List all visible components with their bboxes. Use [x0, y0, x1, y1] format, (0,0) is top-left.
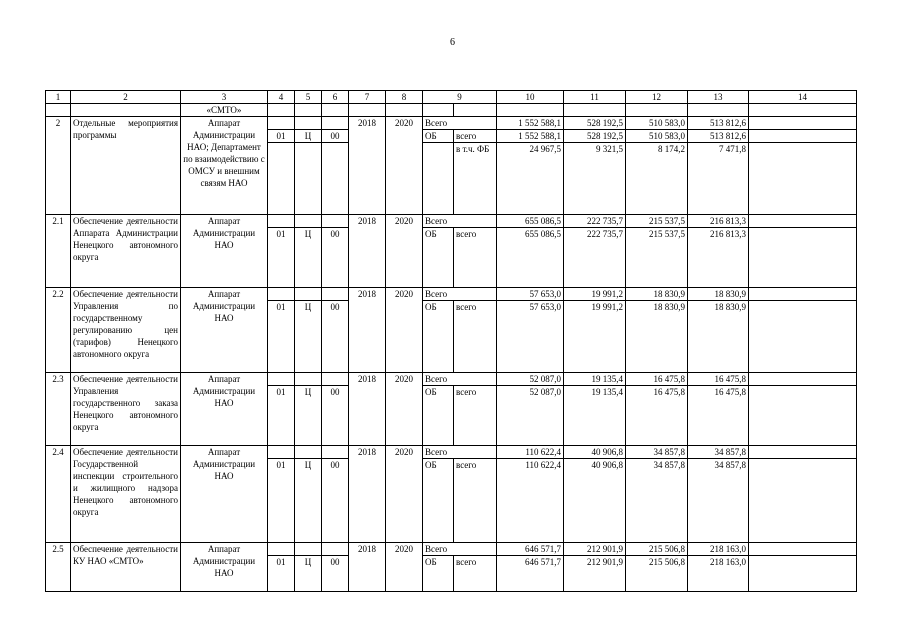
end-year: 2020 [386, 543, 423, 592]
funding-source: Всего [423, 288, 497, 301]
notes-cell [749, 130, 857, 143]
funding-source: ОБ [423, 130, 454, 143]
executor-cell: Аппарат Администрации НАО [181, 373, 268, 446]
year-value-2019: 215 506,8 [626, 556, 688, 592]
total-value: 52 087,0 [497, 373, 564, 386]
year-value-2020: 216 813,3 [688, 215, 749, 228]
year-value-2018: 528 192,5 [564, 130, 626, 143]
code-cell [268, 143, 295, 215]
code-cell: Ц [295, 228, 322, 288]
year-value-2020: 34 857,8 [688, 446, 749, 459]
header-cell: 8 [386, 91, 423, 104]
page-number: 6 [450, 37, 455, 48]
row-number: 2.3 [46, 373, 71, 446]
measure-name: Отдельные мероприятия программы [71, 117, 181, 215]
start-year: 2018 [349, 117, 386, 215]
year-value-2018: 19 991,2 [564, 288, 626, 301]
header-cell: 4 [268, 91, 295, 104]
funding-source: Всего [423, 117, 497, 130]
year-value-2018: 19 991,2 [564, 301, 626, 373]
measure-name: Обеспечение деятельности КУ НАО «СМТО» [71, 543, 181, 592]
code-cell [322, 215, 349, 228]
funding-sub: всего [454, 459, 497, 543]
code-cell [295, 373, 322, 386]
year-value-2019: 16 475,8 [626, 373, 688, 386]
notes-cell [749, 301, 857, 373]
funding-source: ОБ [423, 386, 454, 446]
end-year: 2020 [386, 117, 423, 215]
header-cell: 10 [497, 91, 564, 104]
header-cell: 11 [564, 91, 626, 104]
code-cell: 00 [322, 386, 349, 446]
code-cell [322, 446, 349, 459]
year-value-2019: 215 506,8 [626, 543, 688, 556]
funding-source: Всего [423, 446, 497, 459]
notes-cell [749, 117, 857, 130]
year-value-2020: 7 471,8 [688, 143, 749, 215]
total-value: 1 552 588,1 [497, 117, 564, 130]
code-cell [295, 215, 322, 228]
funding-source: Всего [423, 543, 497, 556]
table-row [46, 373, 857, 386]
year-value-2018: 528 192,5 [564, 117, 626, 130]
year-value-2018: 222 735,7 [564, 228, 626, 288]
year-value-2018: 40 906,8 [564, 446, 626, 459]
notes-cell [749, 556, 857, 592]
end-year: 2020 [386, 288, 423, 373]
table-row [46, 446, 857, 459]
code-cell: Ц [295, 386, 322, 446]
code-cell: 01 [268, 386, 295, 446]
code-cell [322, 543, 349, 556]
start-year: 2018 [349, 288, 386, 373]
funding-sub: всего [454, 228, 497, 288]
code-cell [268, 215, 295, 228]
row-number: 2.2 [46, 288, 71, 373]
funding-source: ОБ [423, 556, 454, 592]
year-value-2018: 222 735,7 [564, 215, 626, 228]
notes-cell [749, 215, 857, 228]
total-value: 52 087,0 [497, 386, 564, 446]
code-cell [322, 143, 349, 215]
code-cell [295, 288, 322, 301]
total-value: 24 967,5 [497, 143, 564, 215]
code-cell: Ц [295, 556, 322, 592]
funding-sub: всего [454, 301, 497, 373]
code-cell: 00 [322, 556, 349, 592]
measure-name: Обеспечение деятельности Управления по государственному регулированию цен (тарифов) Ненецкого автономного округа [71, 288, 181, 373]
funding-source: Всего [423, 215, 497, 228]
header-cell: 7 [349, 91, 386, 104]
code-cell [322, 117, 349, 130]
total-value: 646 571,7 [497, 543, 564, 556]
year-value-2020: 16 475,8 [688, 373, 749, 386]
notes-cell [749, 543, 857, 556]
code-cell: 00 [322, 228, 349, 288]
year-value-2020: 513 812,6 [688, 130, 749, 143]
year-value-2020: 218 163,0 [688, 543, 749, 556]
code-cell [268, 288, 295, 301]
code-cell: 01 [268, 301, 295, 373]
total-value: 57 653,0 [497, 301, 564, 373]
year-value-2018: 212 901,9 [564, 543, 626, 556]
code-cell [268, 446, 295, 459]
year-value-2019: 510 583,0 [626, 130, 688, 143]
year-value-2020: 218 163,0 [688, 556, 749, 592]
row-number: 2 [46, 117, 71, 215]
code-cell: Ц [295, 130, 322, 143]
year-value-2018: 9 321,5 [564, 143, 626, 215]
code-cell: 01 [268, 459, 295, 543]
end-year: 2020 [386, 215, 423, 288]
funding-source: Всего [423, 373, 497, 386]
funding-source: ОБ [423, 459, 454, 543]
start-year: 2018 [349, 446, 386, 543]
executor-cell: Аппарат Администрации НАО; Департамент по взаимодействию с ОМСУ и внешним связям НАО [181, 117, 268, 215]
total-value: 57 653,0 [497, 288, 564, 301]
code-cell: 01 [268, 228, 295, 288]
header-cell: 3 [181, 91, 268, 104]
measure-name: Обеспечение деятельности Государственной инспекции строительного и жилищного надзора Ненецкого автономного округа [71, 446, 181, 543]
year-value-2019: 510 583,0 [626, 117, 688, 130]
start-year: 2018 [349, 215, 386, 288]
year-value-2019: 215 537,5 [626, 228, 688, 288]
program-table [45, 90, 857, 592]
row-number: 2.4 [46, 446, 71, 543]
table-row [46, 543, 857, 556]
table-row [46, 215, 857, 228]
year-value-2020: 18 830,9 [688, 301, 749, 373]
funding-sub: всего [454, 130, 497, 143]
code-cell: 00 [322, 459, 349, 543]
executor-cell: «СМТО» [181, 104, 268, 117]
table-row [46, 288, 857, 301]
funding-sub: всего [454, 386, 497, 446]
executor-cell: Аппарат Администрации НАО [181, 446, 268, 543]
code-cell: 01 [268, 130, 295, 143]
code-cell: 00 [322, 301, 349, 373]
executor-cell: Аппарат Администрации НАО [181, 288, 268, 373]
total-value: 1 552 588,1 [497, 130, 564, 143]
table-row [46, 117, 857, 130]
year-value-2019: 215 537,5 [626, 215, 688, 228]
total-value: 646 571,7 [497, 556, 564, 592]
executor-cell: Аппарат Администрации НАО [181, 543, 268, 592]
code-cell [268, 373, 295, 386]
code-cell: Ц [295, 459, 322, 543]
header-cell: 13 [688, 91, 749, 104]
year-value-2018: 40 906,8 [564, 459, 626, 543]
measure-name: Обеспечение деятельности Управления государственного заказа Ненецкого автономного округа [71, 373, 181, 446]
notes-cell [749, 459, 857, 543]
funding-sub: всего [454, 556, 497, 592]
code-cell: Ц [295, 301, 322, 373]
notes-cell [749, 446, 857, 459]
header-cell: 14 [749, 91, 857, 104]
row-number: 2.1 [46, 215, 71, 288]
notes-cell [749, 228, 857, 288]
code-cell [295, 446, 322, 459]
row-number: 2.5 [46, 543, 71, 592]
year-value-2020: 18 830,9 [688, 288, 749, 301]
code-cell [322, 288, 349, 301]
start-year: 2018 [349, 543, 386, 592]
year-value-2019: 34 857,8 [626, 446, 688, 459]
continued-row [46, 104, 857, 117]
total-value: 655 086,5 [497, 215, 564, 228]
year-value-2020: 34 857,8 [688, 459, 749, 543]
code-cell [322, 373, 349, 386]
header-cell: 5 [295, 91, 322, 104]
header-cell: 12 [626, 91, 688, 104]
total-value: 110 622,4 [497, 459, 564, 543]
year-value-2020: 16 475,8 [688, 386, 749, 446]
header-row [46, 91, 857, 104]
year-value-2020: 513 812,6 [688, 117, 749, 130]
funding-sub: в т.ч. ФБ [454, 143, 497, 215]
year-value-2020: 216 813,3 [688, 228, 749, 288]
code-cell [295, 117, 322, 130]
funding-source: ОБ [423, 228, 454, 288]
year-value-2019: 34 857,8 [626, 459, 688, 543]
funding-source: ОБ [423, 301, 454, 373]
start-year: 2018 [349, 373, 386, 446]
year-value-2018: 19 135,4 [564, 373, 626, 386]
end-year: 2020 [386, 446, 423, 543]
code-cell [295, 143, 322, 215]
year-value-2019: 18 830,9 [626, 301, 688, 373]
code-cell [295, 543, 322, 556]
executor-cell: Аппарат Администрации НАО [181, 215, 268, 288]
year-value-2018: 212 901,9 [564, 556, 626, 592]
year-value-2018: 19 135,4 [564, 386, 626, 446]
year-value-2019: 16 475,8 [626, 386, 688, 446]
notes-cell [749, 288, 857, 301]
header-cell: 6 [322, 91, 349, 104]
header-cell: 2 [71, 91, 181, 104]
funding-source [423, 143, 454, 215]
notes-cell [749, 373, 857, 386]
end-year: 2020 [386, 373, 423, 446]
header-cell: 9 [423, 91, 497, 104]
notes-cell [749, 386, 857, 446]
code-cell: 00 [322, 130, 349, 143]
total-value: 655 086,5 [497, 228, 564, 288]
code-cell [268, 543, 295, 556]
measure-name: Обеспечение деятельности Аппарата Администрации Ненецкого автономного округа [71, 215, 181, 288]
header-cell: 1 [46, 91, 71, 104]
code-cell [268, 117, 295, 130]
code-cell: 01 [268, 556, 295, 592]
total-value: 110 622,4 [497, 446, 564, 459]
notes-cell [749, 143, 857, 215]
year-value-2019: 18 830,9 [626, 288, 688, 301]
year-value-2019: 8 174,2 [626, 143, 688, 215]
